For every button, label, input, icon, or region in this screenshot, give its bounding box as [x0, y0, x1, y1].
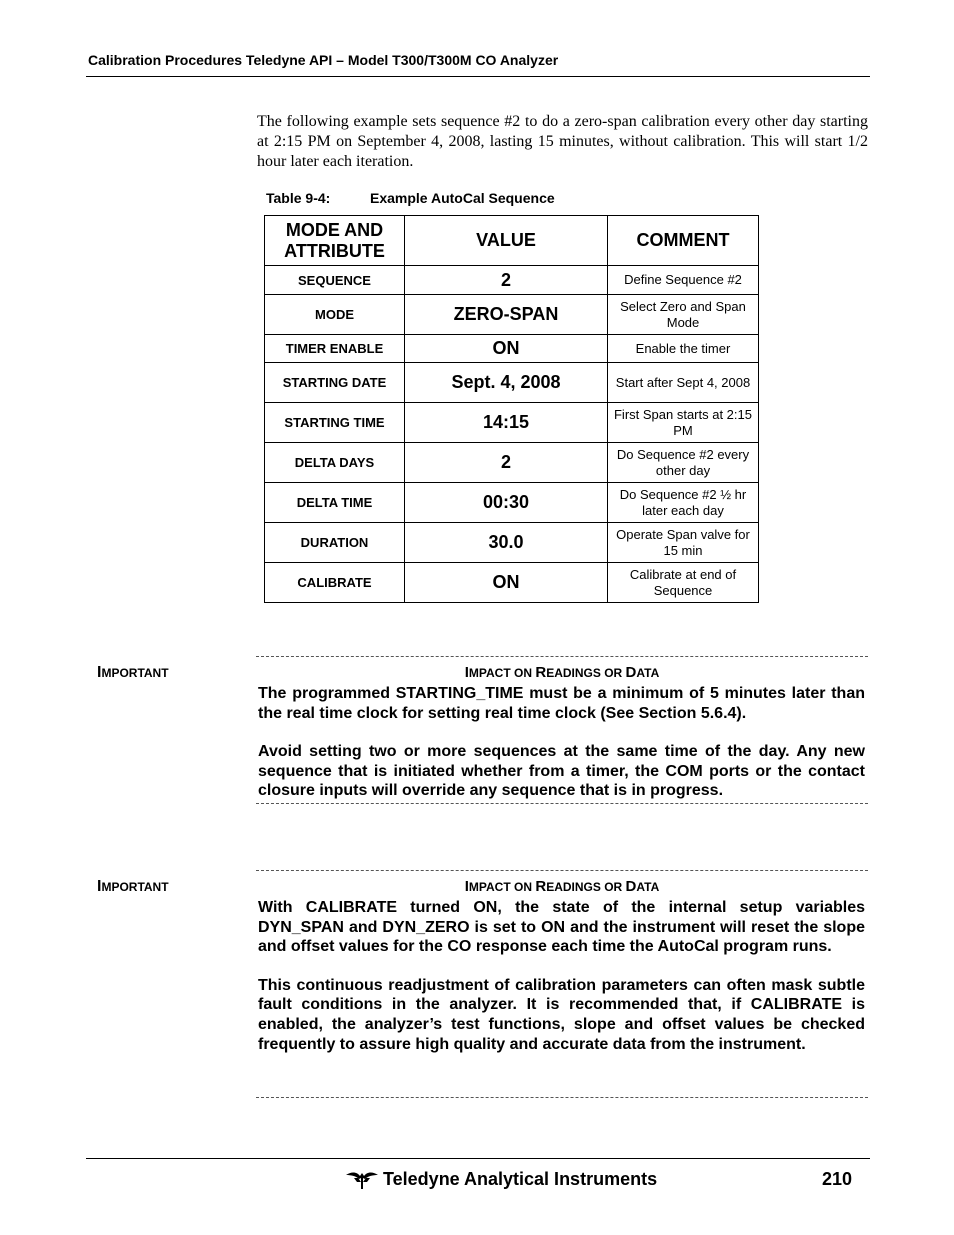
- running-header: Calibration Procedures Teledyne API – Model T300/T300M CO Analyzer: [88, 52, 559, 68]
- important-label: IMPORTANT: [97, 878, 169, 895]
- footer-divider: [86, 1158, 870, 1159]
- value-cell: 2: [405, 443, 608, 483]
- value-cell: 2: [405, 266, 608, 295]
- autocal-sequence-table: [264, 215, 759, 603]
- table-row: [265, 443, 759, 483]
- attribute-cell: DELTA TIME: [265, 483, 405, 523]
- table-row: [265, 403, 759, 443]
- column-header-mode: MODE AND ATTRIBUTE: [265, 216, 405, 266]
- value-cell: Sept. 4, 2008: [405, 363, 608, 403]
- attribute-cell: TIMER ENABLE: [265, 335, 405, 363]
- column-header-value: VALUE: [405, 216, 608, 266]
- attribute-cell: SEQUENCE: [265, 266, 405, 295]
- comment-cell: First Span starts at 2:15 PM: [608, 403, 759, 443]
- table-row: [265, 363, 759, 403]
- value-cell: ZERO-SPAN: [405, 295, 608, 335]
- important-title: IMPACT ON READINGS OR DATA: [464, 664, 660, 681]
- attribute-cell: DELTA DAYS: [265, 443, 405, 483]
- important-body: [258, 898, 865, 1054]
- table-row: [265, 266, 759, 295]
- value-cell: 14:15: [405, 403, 608, 443]
- table-row: [265, 335, 759, 363]
- table-caption-label: Table 9-4:: [266, 190, 331, 206]
- footer-company-name: Teledyne Analytical Instruments: [383, 1169, 658, 1189]
- comment-cell: Calibrate at end of Sequence: [608, 563, 759, 603]
- intro-paragraph: The following example sets sequence #2 to do a zero-span calibration every other day starting at 2:15 PM on September 4, 2008, lasting 15 minutes, without calibration. This will start 1/2 hour later each iteration.: [257, 113, 868, 170]
- value-cell: 00:30: [405, 483, 608, 523]
- important-paragraph: Avoid setting two or more sequences at the same time of the day. Any new sequence that is initiated whether from a timer, the COM ports or the contact closure inputs will override any sequence that is in progress.: [258, 743, 865, 800]
- table-row: [265, 483, 759, 523]
- attribute-cell: MODE: [265, 295, 405, 335]
- important-paragraph: The programmed STARTING_TIME must be a minimum of 5 minutes later than the real time clock for setting real time clock (See Section 5.6.4).: [258, 685, 865, 722]
- header-divider: [86, 76, 870, 77]
- comment-cell: Do Sequence #2 ½ hr later each day: [608, 483, 759, 523]
- important-paragraph: This continuous readjustment of calibration parameters can often mask subtle fault conditions in the analyzer. It is recommended that, if CALIBRATE is enabled, the analyzer’s test functions, slope and offset values be checked frequently to assure high quality and accurate data from the instrument.: [258, 976, 865, 1053]
- teledyne-logo-icon: [345, 1170, 379, 1195]
- column-header-comment: COMMENT: [608, 216, 759, 266]
- value-cell: ON: [405, 563, 608, 603]
- table-row: [265, 295, 759, 335]
- value-cell: ON: [405, 335, 608, 363]
- comment-cell: Enable the timer: [608, 335, 759, 363]
- table-row: [265, 563, 759, 603]
- important-top-divider: [256, 870, 868, 871]
- table-row: [265, 523, 759, 563]
- important-paragraph: With CALIBRATE turned ON, the state of the internal setup variables DYN_SPAN and DYN_ZERO is set to ON and the instrument will reset the slope and offset values for the CO response each time the AutoCal program runs.: [258, 899, 865, 956]
- important-bottom-divider: [256, 803, 868, 804]
- table-caption-title: Example AutoCal Sequence: [370, 190, 555, 206]
- comment-cell: Operate Span valve for 15 min: [608, 523, 759, 563]
- important-title: IMPACT ON READINGS OR DATA: [464, 878, 660, 895]
- attribute-cell: CALIBRATE: [265, 563, 405, 603]
- important-label: IMPORTANT: [97, 664, 169, 681]
- attribute-cell: STARTING DATE: [265, 363, 405, 403]
- comment-cell: Start after Sept 4, 2008: [608, 363, 759, 403]
- value-cell: 30.0: [405, 523, 608, 563]
- attribute-cell: DURATION: [265, 523, 405, 563]
- page-number: 210: [822, 1169, 853, 1189]
- attribute-cell: STARTING TIME: [265, 403, 405, 443]
- important-top-divider: [256, 656, 868, 657]
- comment-cell: Define Sequence #2: [608, 266, 759, 295]
- important-body: [258, 684, 865, 801]
- table-header-row: [265, 216, 759, 266]
- table-caption: [266, 190, 555, 206]
- comment-cell: Select Zero and Span Mode: [608, 295, 759, 335]
- important-bottom-divider: [256, 1097, 868, 1098]
- comment-cell: Do Sequence #2 every other day: [608, 443, 759, 483]
